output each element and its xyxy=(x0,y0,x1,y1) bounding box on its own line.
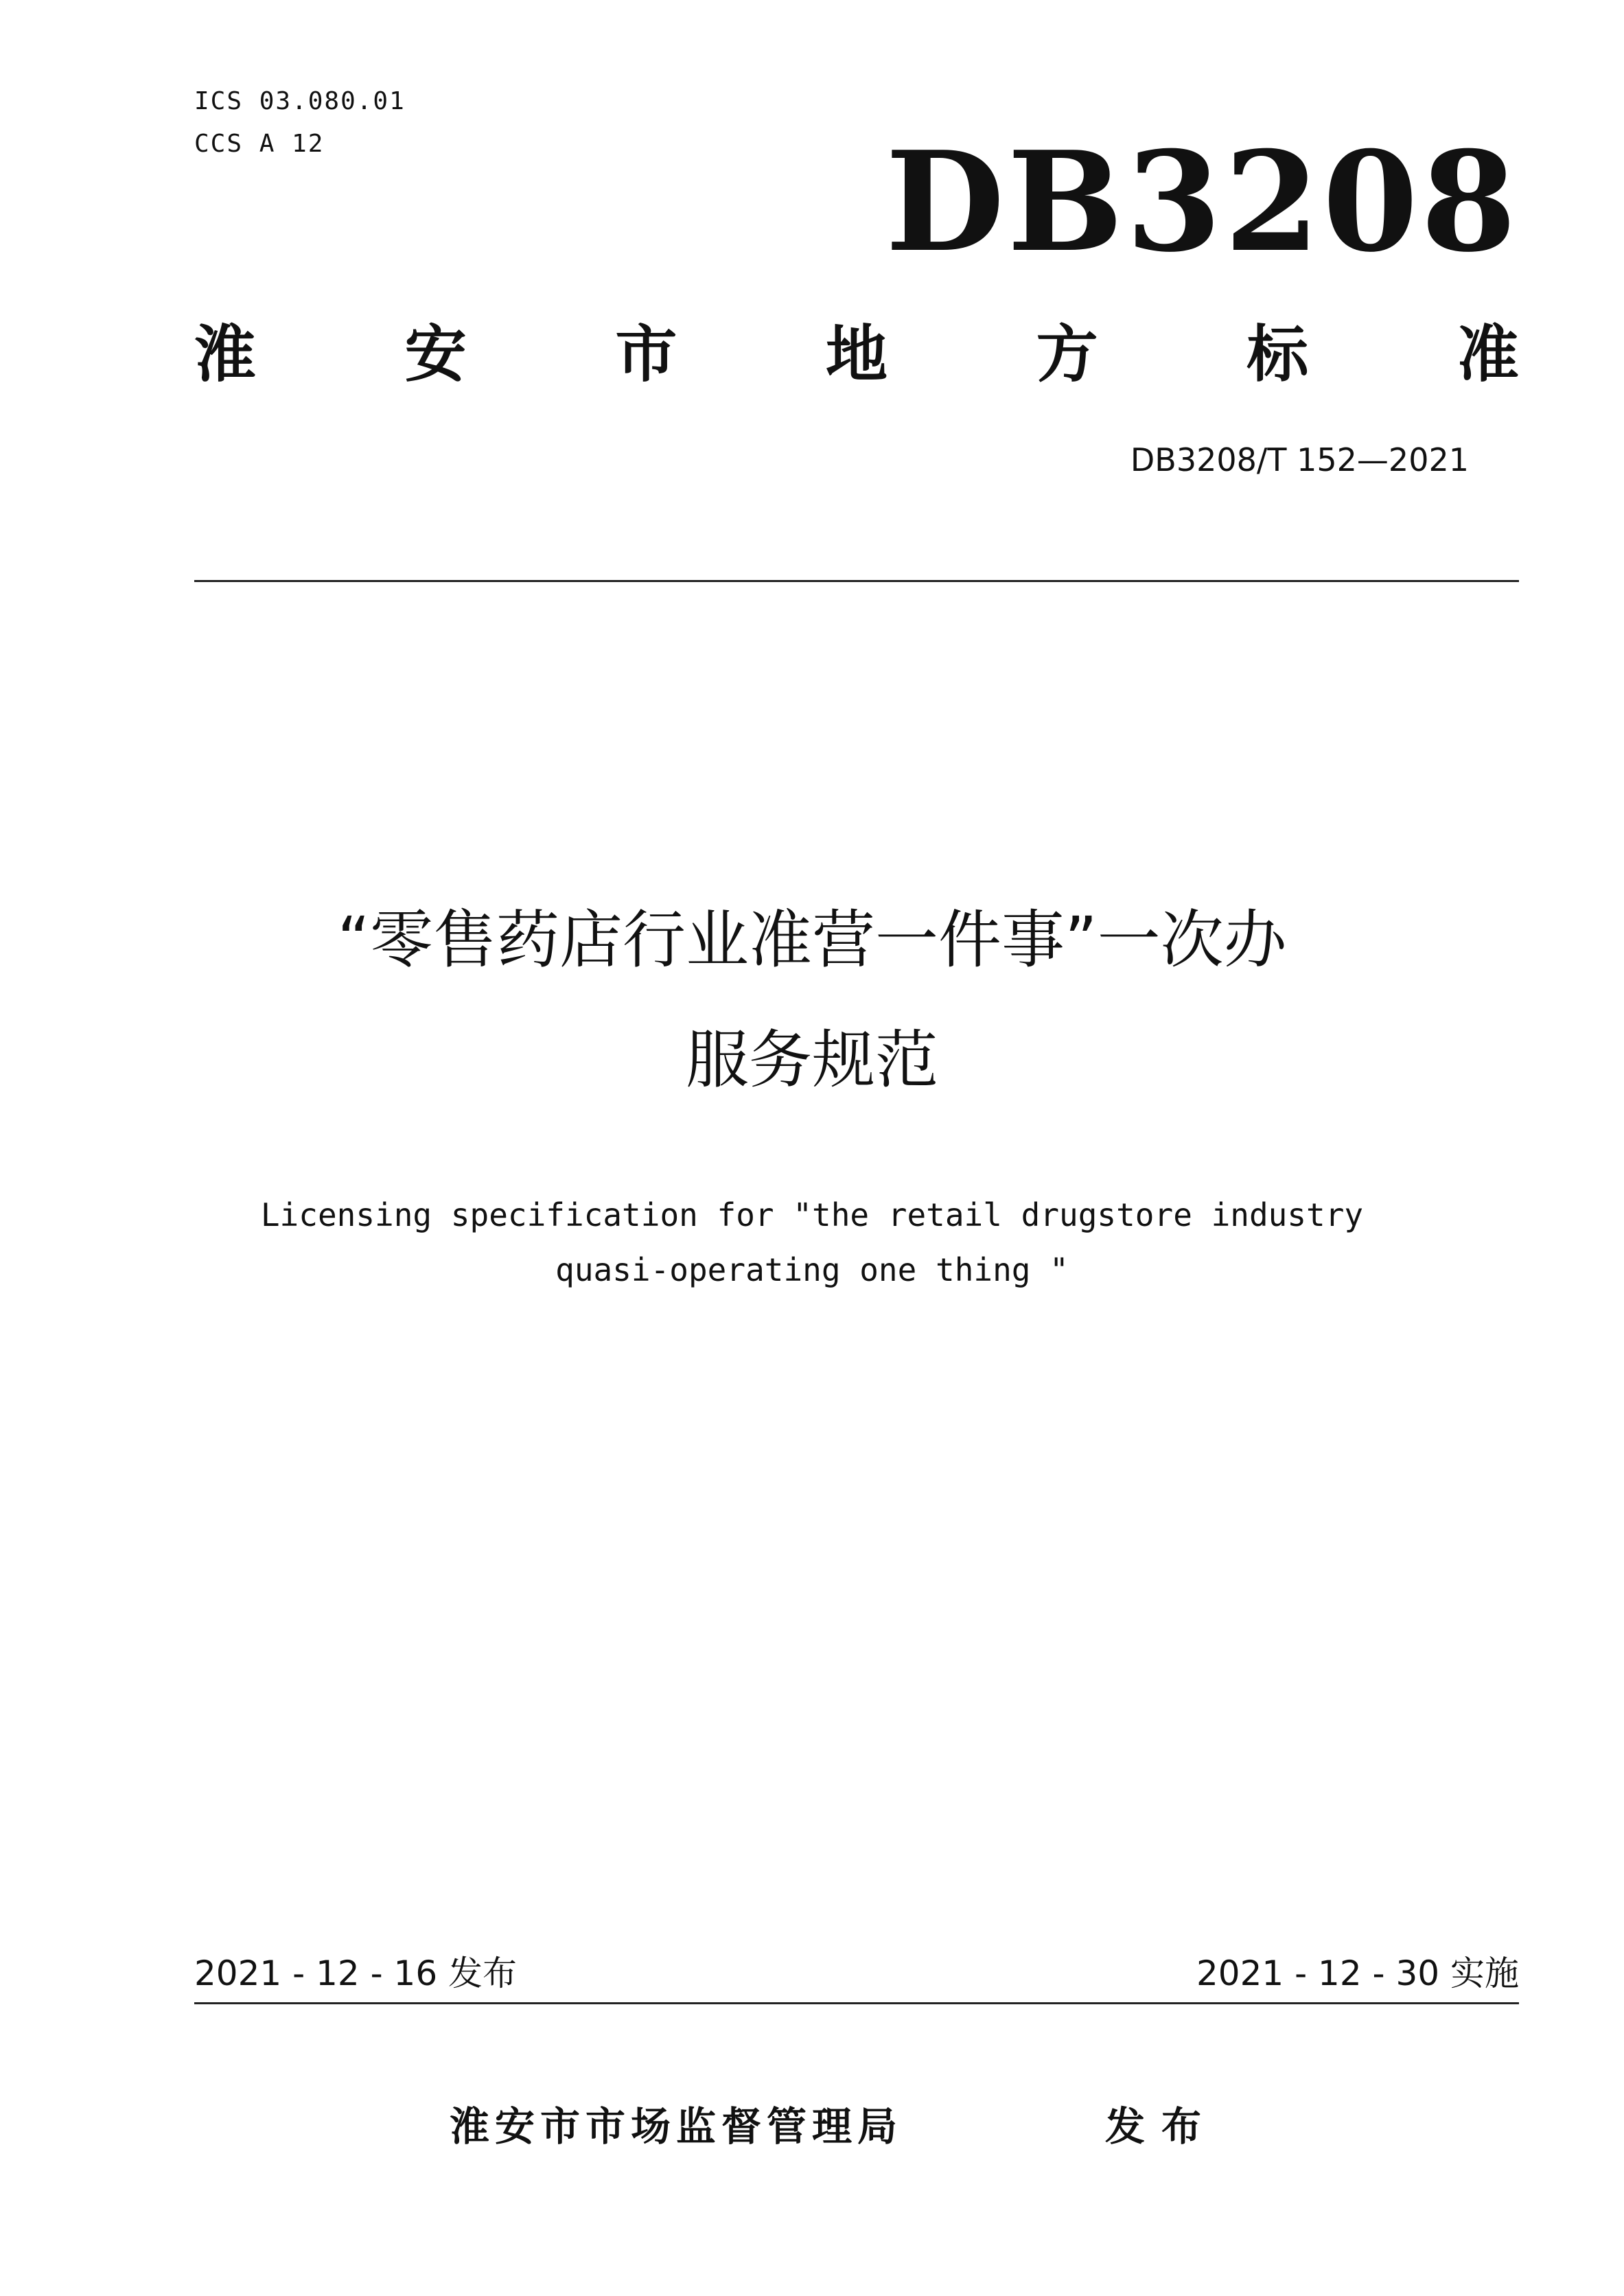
standard-number: DB3208/T 152—2021 xyxy=(1130,441,1469,478)
standard-type-char: 地 xyxy=(825,318,888,391)
top-divider xyxy=(194,580,1519,582)
issue-date: 2021 - 12 - 16 发布 xyxy=(194,1953,518,1993)
title-chinese-line-2: 服务规范 xyxy=(685,1023,938,1097)
title-english-line-1: Licensing specification for "the retail drugstore industry xyxy=(260,1196,1364,1233)
ccs-code: CCS A 12 xyxy=(194,130,325,158)
title-english-line-2: quasi-operating one thing " xyxy=(555,1251,1069,1288)
bottom-divider xyxy=(194,2002,1519,2004)
ics-code: ICS 03.080.01 xyxy=(194,87,406,115)
standard-type-char: 方 xyxy=(1036,318,1098,391)
standard-type-char: 准 xyxy=(1457,318,1519,391)
standard-type-char: 安 xyxy=(404,318,467,391)
standard-type-heading xyxy=(194,317,1519,393)
standard-type-char: 市 xyxy=(615,318,677,391)
issuing-authority: 淮安市市场监督管理局 xyxy=(450,2103,903,2150)
standard-type-char: 淮 xyxy=(194,318,256,391)
standard-type-char: 标 xyxy=(1246,318,1309,391)
implementation-date: 2021 - 12 - 30 实施 xyxy=(1196,1953,1519,1993)
title-chinese-line-1: “零售药店行业准营一件事”一次办 xyxy=(337,903,1287,977)
publish-label: 发布 xyxy=(1105,2103,1218,2150)
standard-db-code: DB3208 xyxy=(885,121,1520,283)
